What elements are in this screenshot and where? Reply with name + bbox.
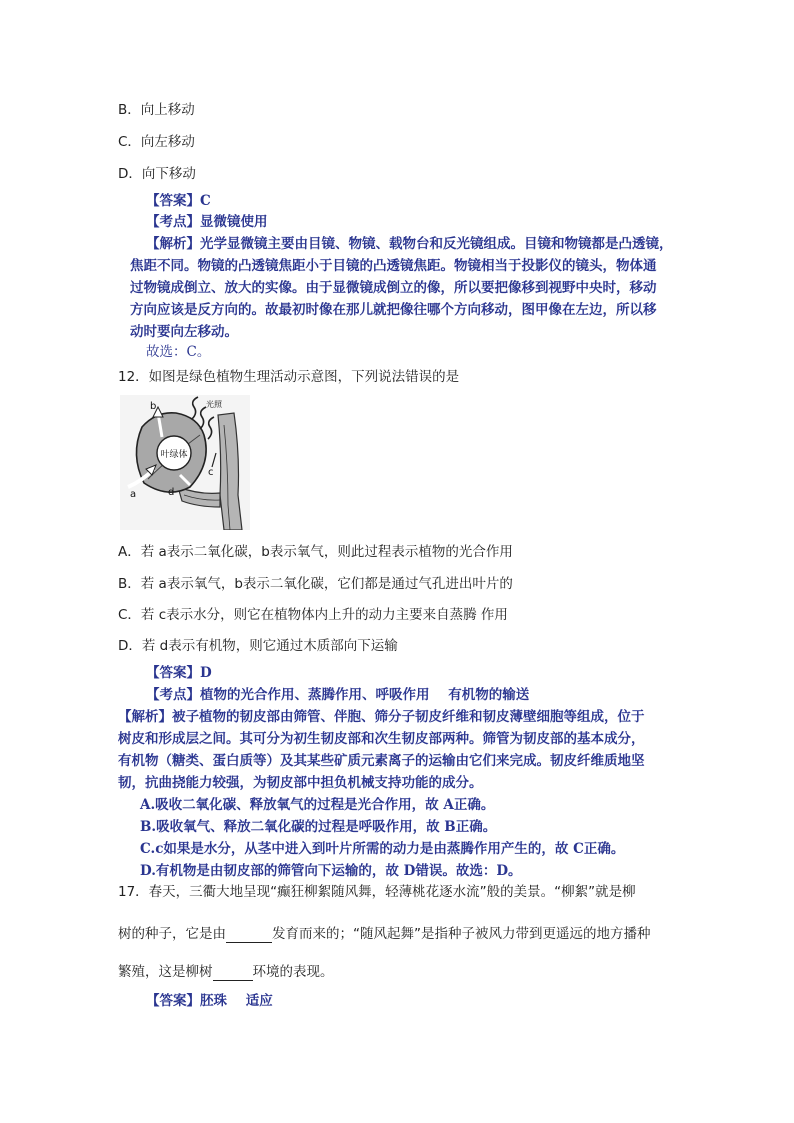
q12-item-b: B.吸收氧气、释放二氧化碳的过程是呼吸作用，故 B正确。 [140,819,497,835]
q12-option-b: B．若 a表示氧气，b表示二氧化碳，它们都是通过气孔进出叶片的 [118,576,513,592]
q11-analysis-line: 过物镜成倒立、放大的实像。由于显微镜成倒立的像，所以要把像移到视野中央时，移动 [130,280,657,296]
q12-analysis-line: 树皮和形成层之间。其可分为初生韧皮部和次生韧皮部两种。筛管为韧皮部的基本成分， [118,731,645,747]
q17-line-2-part-a: 树的种子，它是由 [118,926,226,942]
label-d: d [168,487,175,498]
q12-option-c: C．若 c表示水分，则它在植物体内上升的动力主要来自蒸腾 作用 [118,607,508,623]
q17-line-3-part-a: 繁殖，这是柳树 [118,964,213,980]
q11-option-c: C．向左移动 [118,134,195,150]
q11-option-d: D．向下移动 [118,166,196,182]
label-a: a [130,489,137,500]
q17-line-3-part-b: 环境的表现。 [252,964,334,980]
q11-answer: 【答案】C [146,193,211,209]
q17-line-1: 17．春天，三衢大地呈现“癫狂柳絮随风舞，轻薄桃花逐水流”般的美景。“柳絮”就是柳 [118,884,636,900]
label-c: c [208,467,214,478]
q12-point: 【考点】植物的光合作用、蒸腾作用、呼吸作用 有机物的输送 [146,687,530,703]
q12-answer: 【答案】D [146,665,212,681]
chloroplast-label: 叶绿体 [160,450,188,460]
q12-option-a: A．若 a表示二氧化碳，b表示氧气，则此过程表示植物的光合作用 [118,544,513,560]
light-label: 光照 [206,400,222,409]
q17-line-2 [118,928,651,943]
q12-analysis-line: 有机物（糖类、蛋白质等）及其某些矿质元素离子的运输由它们来完成。韧皮纤维质地坚 [118,753,645,769]
plant-physiology-figure [120,395,250,530]
q12-item-c: C.c如果是水分，从茎中进入到叶片所需的动力是由蒸腾作用产生的，故 C正确。 [140,841,625,857]
q12-item-d: D.有机物是由韧皮部的筛管向下运输的，故 D错误。故选：D。 [140,863,522,879]
q11-point: 【考点】显微镜使用 [146,214,268,230]
q11-choose: 故选：C。 [146,344,211,360]
fill-blank-1 [226,928,272,943]
fill-blank-2 [213,966,253,981]
label-b: b [150,401,157,412]
q12-analysis-line: 韧，抗曲挠能力较强，为韧皮部中担负机械支持功能的成分。 [118,775,483,791]
q12-item-a: A.吸收二氧化碳、释放氧气的过程是光合作用，故 A正确。 [140,797,495,813]
q12-option-d: D．若 d表示有机物，则它通过木质部向下运输 [118,638,398,654]
q17-answer: 【答案】胚珠 适应 [146,993,273,1009]
q12-analysis-line: 【解析】被子植物的韧皮部由筛管、伴胞、筛分子韧皮纤维和韧皮薄壁细胞等组成，位于 [118,709,645,725]
q11-analysis-line: 动时要向左移动。 [130,324,238,340]
q11-analysis-line: 方向应该是反方向的。故最初时像在那儿就把像往哪个方向移动，图甲像在左边，所以移 [130,302,657,318]
q17-line-3 [118,966,334,981]
q17-line-2-part-b: 发育而来的；“随风起舞”是指种子被风力带到更遥远的地方播种 [272,926,651,942]
q11-analysis-line: 焦距不同。物镜的凸透镜焦距小于目镜的凸透镜焦距。物镜相当于投影仪的镜头，物体通 [130,258,657,274]
q11-option-b: B．向上移动 [118,102,195,118]
q12-stem: 12．如图是绿色植物生理活动示意图，下列说法错误的是 [118,369,460,385]
q11-analysis-line: 【解析】光学显微镜主要由目镜、物镜、载物台和反光镜组成。目镜和物镜都是凸透镜， [146,236,673,252]
